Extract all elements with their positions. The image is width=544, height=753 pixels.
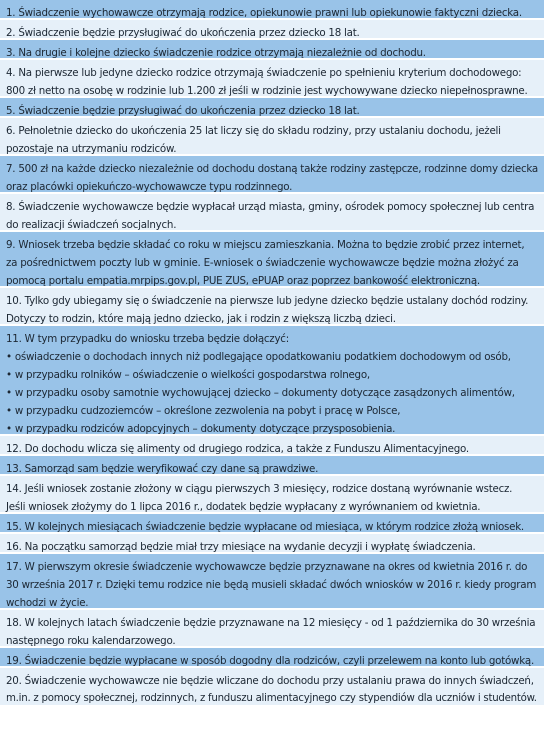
list-item-text-line: • oświadczenie o dochodach innych niż podlegające opodatkowaniu podatkiem dochodowym od osób, [6,351,511,363]
list-item-13 [0,456,544,476]
list-item-text-line: 14. Jeśli wniosek zostanie złożony w ciągu pierwszych 3 miesięcy, rodzice dostaną wyrównanie wstecz. [6,483,513,495]
list-item-text-line: • w przypadku osoby samotnie wychowującej dziecko – dokumenty dotyczące zasądzonych alimentów, [6,387,515,399]
list-item-text-line: Dotyczy to rodzin, które mają jedno dziecko, jak i rodzin z większą liczbą dzieci. [6,313,396,325]
list-item-text-line: • w przypadku rolników – oświadczenie o wielkości gospodarstwa rolnego, [6,369,370,381]
list-item-17 [0,554,544,610]
list-item-3 [0,40,544,60]
list-item-4 [0,60,544,98]
list-item-text-line: do realizacji świadczeń socjalnych. [6,219,177,231]
list-item-14 [0,476,544,514]
list-item-text-line: 6. Pełnoletnie dziecko do ukończenia 25 lat liczy się do składu rodziny, przy ustalaniu dochodu, jeżeli [6,125,501,137]
list-item-18 [0,610,544,648]
list-item-text-line: następnego roku kalendarzowego. [6,635,176,647]
list-item-10 [0,288,544,326]
list-item-text-line: 8. Świadczenie wychowawcze będzie wypłacał urząd miasta, gminy, ośrodek pomocy społecznej lub centra [6,201,535,213]
list-item-text-line: • w przypadku rodziców adopcyjnych – dokumenty dotyczące przysposobienia. [6,423,396,435]
list-item-text-line: 11. W tym przypadku do wniosku trzeba będzie dołączyć: [6,333,289,345]
list-item-1 [0,0,544,20]
list-item-text-line: 800 zł netto na osobę w rodzinie lub 1.200 zł jeśli w rodzinie jest wychowywane dziecko niepełnosprawne. [6,85,528,97]
list-item-text-line: 4. Na pierwsze lub jedyne dziecko rodzice otrzymają świadczenie po spełnieniu kryterium dochodowego: [6,67,522,79]
list-item-text-line: 7. 500 zł na każde dziecko niezależnie od dochodu dostaną także rodziny zastępcze, rodzinne domy dziecka [6,163,538,175]
list-item-16 [0,534,544,554]
list-item-7 [0,156,544,194]
list-item-6 [0,118,544,156]
list-item-text-line: 16. Na początku samorząd będzie miał trzy miesiące na wydanie decyzji i wypłatę świadczenia. [6,541,476,553]
list-item-text-line: 10. Tylko gdy ubiegamy się o świadczenie na pierwsze lub jedyne dziecko będzie ustalany dochód rodziny. [6,295,529,307]
list-item-text-line: 1. Świadczenie wychowawcze otrzymają rodzice, opiekunowie prawni lub opiekunowie faktyczni dziecka. [6,7,522,19]
list-item-text-line: • w przypadku cudzoziemców – określone zezwolenia na pobyt i pracę w Polsce, [6,405,401,417]
list-item-text-line: 30 września 2017 r. Dzięki temu rodzice nie będą musieli składać dwóch wniosków w 2016 r. kiedy program [6,579,537,591]
list-item-9 [0,232,544,288]
list-item-text-line: Jeśli wniosek złożymy do 1 lipca 2016 r., dodatek będzie wypłacany z wyrównaniem od kwietnia. [6,501,481,513]
list-item-11 [0,326,544,436]
list-item-text-line: 12. Do dochodu wlicza się alimenty od drugiego rodzica, a także z Funduszu Alimentacyjnego. [6,443,469,455]
list-item-text-line: 15. W kolejnych miesiącach świadczenie będzie wypłacane od miesiąca, w którym rodzice złożą wniosek. [6,521,524,533]
list-item-text-line: 9. Wniosek trzeba będzie składać co roku w miejscu zamieszkania. Można to będzie zrobić przez internet, [6,239,525,251]
list-item-text-line: 3. Na drugie i kolejne dziecko świadczenie rodzice otrzymają niezależnie od dochodu. [6,47,426,59]
list-item-15 [0,514,544,534]
list-item-text-line: 17. W pierwszym okresie świadczenie wychowawcze będzie przyznawane na okres od kwietnia 2016 r. do [6,561,528,573]
list-item-text-line: 20. Świadczenie wychowawcze nie będzie wliczane do dochodu przy ustalaniu prawa do innych świadczeń, [6,675,534,687]
list-item-text-line: wchodzi w życie. [6,597,89,609]
list-item-text-line: 18. W kolejnych latach świadczenie będzie przyznawane na 12 miesięcy - od 1 października do 30 września [6,617,536,629]
list-item-text-line: 13. Samorząd sam będzie weryfikować czy dane są prawdziwe. [6,463,319,475]
list-item-text-line: m.in. z pomocy społecznej, rodzinnych, z funduszu alimentacyjnego czy stypendiów dla uczniów i studentów. [6,693,537,704]
list-item-19 [0,648,544,668]
list-item-8 [0,194,544,232]
list-item-text-line: za pośrednictwem poczty lub w gminie. E-wniosek o świadczenie wychowawcze będzie można złożyć za [6,257,519,269]
list-item-text-line: 19. Świadczenie będzie wypłacane w sposób dogodny dla rodziców, czyli przelewem na konto lub gotówką. [6,655,535,667]
list-item-12 [0,436,544,456]
list-item-text-line: pozostaje na utrzymaniu rodziców. [6,143,177,155]
list-item-text-line: pomocą portalu empatia.mrpips.gov.pl, PUE ZUS, ePUAP oraz poprzez bankowość elektroniczną. [6,275,480,287]
list-item-20 [0,668,544,707]
list-item-text-line: 5. Świadczenie będzie przysługiwać do ukończenia przez dziecko 18 lat. [6,105,360,117]
list-item-text-line: 2. Świadczenie będzie przysługiwać do ukończenia przez dziecko 18 lat. [6,27,360,39]
list-item-text-line: oraz placówki opiekuńczo-wychowawcze typu rodzinnego. [6,181,293,193]
list-item-2 [0,20,544,40]
list-item-5 [0,98,544,118]
